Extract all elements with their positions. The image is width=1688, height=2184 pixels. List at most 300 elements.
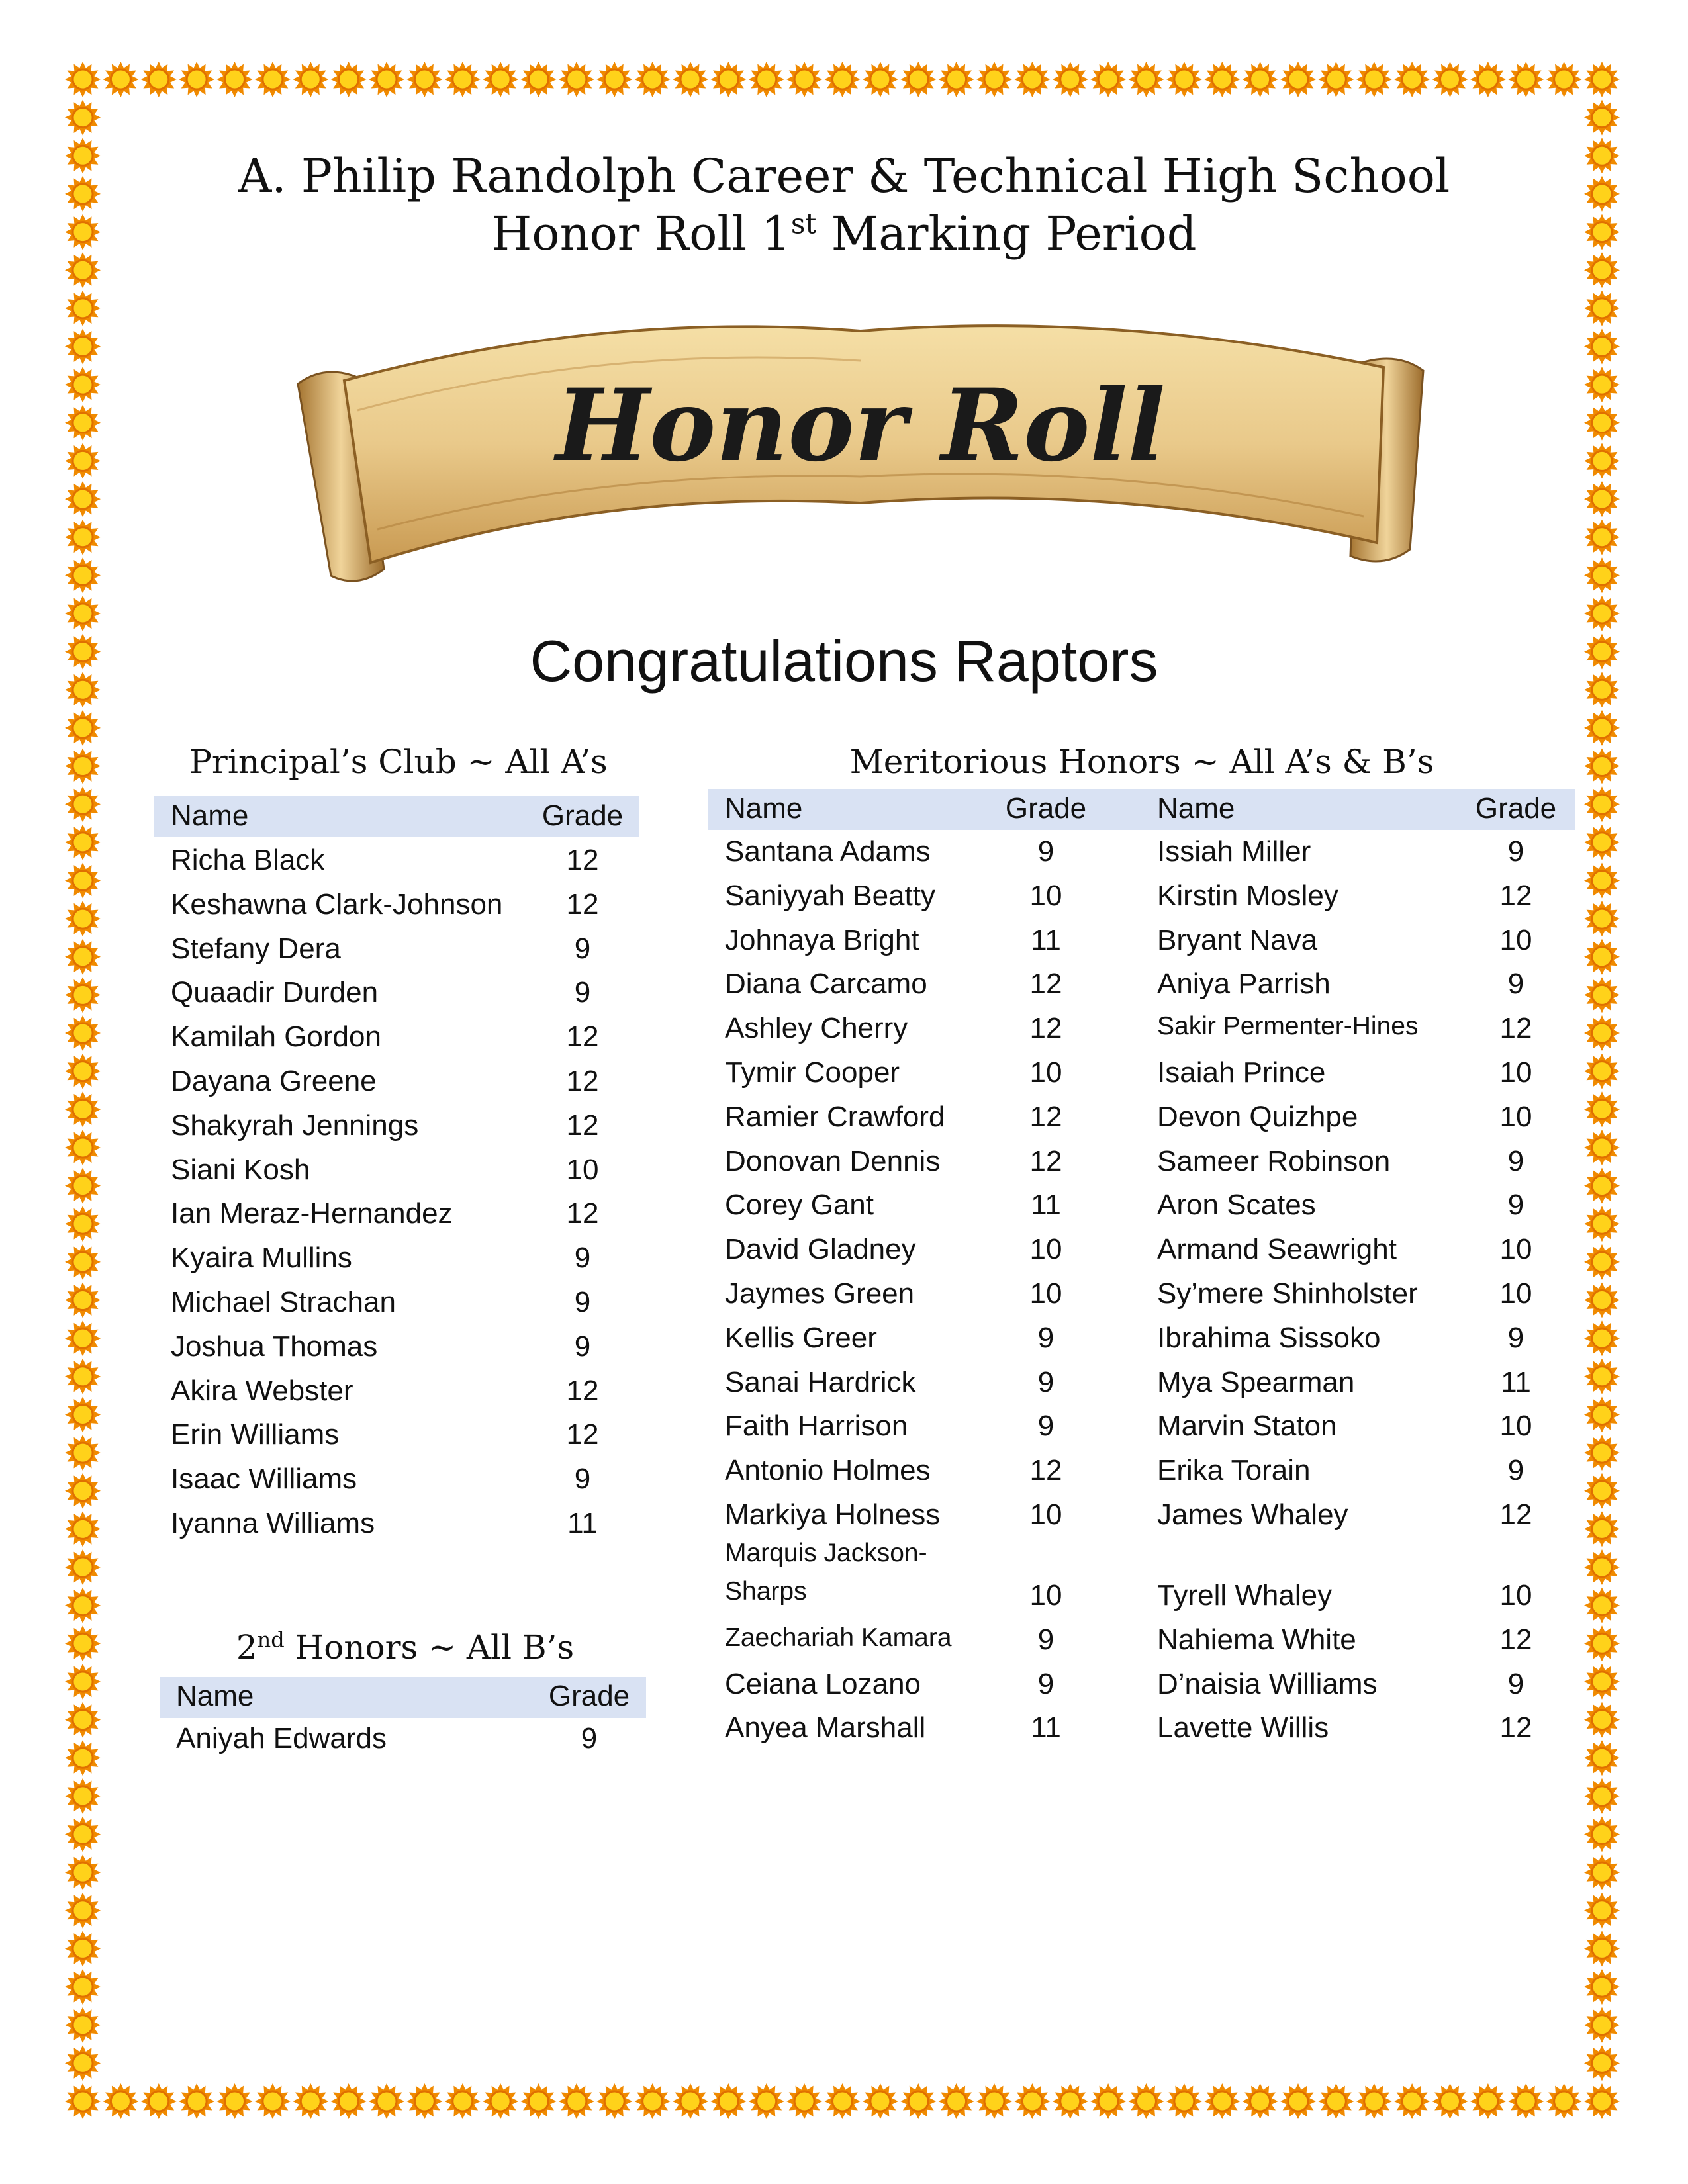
sun-icon xyxy=(65,1549,101,1585)
honor-roll-banner xyxy=(285,304,1443,622)
sun-icon xyxy=(1243,62,1278,97)
sun-icon xyxy=(1508,2083,1544,2119)
sun-icon xyxy=(217,62,253,97)
student-grade: 12 xyxy=(566,844,599,876)
sun-icon xyxy=(1204,62,1240,97)
student-name: Shakyrah Jennings xyxy=(171,1109,419,1142)
sun-icon xyxy=(1584,1091,1620,1127)
student-grade: 12 xyxy=(566,1374,599,1407)
school-title: A. Philip Randolph Career & Technical High School xyxy=(238,149,1450,203)
sun-icon xyxy=(65,1588,101,1623)
sun-icon xyxy=(939,2083,974,2119)
sun-icon xyxy=(1014,62,1050,97)
sun-icon xyxy=(863,2083,898,2119)
student-name: Markiya Holness xyxy=(725,1498,941,1531)
sun-icon xyxy=(1584,1168,1620,1204)
principals-club-title: Principal’s Club ~ All A’s xyxy=(189,743,608,781)
sun-icon xyxy=(1243,2083,1278,2119)
sun-icon xyxy=(900,2083,936,2119)
banner-text: Honor Roll xyxy=(555,367,1166,484)
student-name: Akira Webster xyxy=(171,1374,353,1407)
sun-icon xyxy=(1584,520,1620,555)
sun-icon xyxy=(65,405,101,441)
student-grade: 12 xyxy=(1499,1012,1532,1045)
sun-icon xyxy=(331,62,367,97)
sun-icon xyxy=(1053,2083,1088,2119)
sun-icon xyxy=(65,710,101,746)
sun-icon xyxy=(65,1625,101,1661)
student-name: Anyea Marshall xyxy=(725,1711,926,1744)
sun-icon xyxy=(1356,62,1392,97)
sun-icon xyxy=(939,62,974,97)
sun-icon xyxy=(559,2083,594,2119)
student-grade: 12 xyxy=(1499,879,1532,912)
student-name: Ian Meraz-Hernandez xyxy=(171,1197,453,1230)
sun-icon xyxy=(559,62,594,97)
student-grade: 12 xyxy=(1499,1498,1532,1531)
student-name: Iyanna Williams xyxy=(171,1507,375,1539)
sun-icon xyxy=(65,481,101,517)
sun-icon xyxy=(1584,710,1620,746)
sun-icon xyxy=(1394,2083,1430,2119)
student-grade: 12 xyxy=(566,1197,599,1230)
student-grade: 10 xyxy=(1029,1233,1062,1266)
student-name: Sakir Permenter-Hines xyxy=(1157,1012,1419,1041)
sun-icon xyxy=(521,2083,557,2119)
student-grade: 12 xyxy=(1029,1100,1062,1133)
sun-icon xyxy=(217,2083,253,2119)
student-name: Ceiana Lozano xyxy=(725,1668,921,1700)
student-grade: 9 xyxy=(574,976,591,1009)
sun-icon xyxy=(825,62,861,97)
student-name: Kamilah Gordon xyxy=(171,1021,381,1054)
sun-icon xyxy=(976,62,1012,97)
sun-icon xyxy=(1584,1359,1620,1394)
student-grade: 11 xyxy=(1031,1711,1061,1744)
sun-icon xyxy=(1584,825,1620,860)
sun-icon xyxy=(293,62,328,97)
student-grade: 9 xyxy=(1037,1365,1055,1398)
sun-icon xyxy=(65,1473,101,1509)
sun-icon xyxy=(1584,557,1620,593)
sun-icon xyxy=(1166,2083,1202,2119)
student-grade: 11 xyxy=(1031,923,1061,956)
student-name: Erin Williams xyxy=(171,1418,340,1451)
student-grade: 10 xyxy=(1499,1277,1532,1310)
sun-icon xyxy=(179,2083,214,2119)
sun-icon xyxy=(1584,1015,1620,1051)
sun-icon xyxy=(1432,2083,1468,2119)
sun-icon xyxy=(65,1283,101,1318)
sun-icon xyxy=(673,62,708,97)
student-name: Armand Seawright xyxy=(1157,1233,1397,1266)
student-name: Kirstin Mosley xyxy=(1157,879,1338,912)
sun-icon xyxy=(1584,1931,1620,1966)
sun-icon xyxy=(1546,62,1582,97)
sun-icon xyxy=(1584,863,1620,899)
student-grade: 11 xyxy=(1031,1189,1061,1222)
second-honors-name: Aniyah Edwards xyxy=(176,1722,387,1754)
student-grade: 11 xyxy=(567,1507,598,1539)
sun-icon xyxy=(1584,100,1620,136)
second-honors-grade: 9 xyxy=(581,1722,598,1754)
sun-icon xyxy=(65,367,101,402)
sun-icon xyxy=(1090,2083,1126,2119)
sun-icon xyxy=(900,62,936,97)
student-name: Isaiah Prince xyxy=(1157,1056,1326,1089)
sun-icon xyxy=(65,901,101,936)
sun-icon xyxy=(1129,2083,1164,2119)
student-grade: 12 xyxy=(566,887,599,921)
sun-icon xyxy=(141,62,177,97)
column-header-grade: Grade xyxy=(548,1680,630,1712)
sun-icon xyxy=(1356,2083,1392,2119)
sun-icon xyxy=(65,520,101,555)
sun-icon xyxy=(673,2083,708,2119)
student-name: Nahiema White xyxy=(1157,1623,1356,1656)
sun-icon xyxy=(65,557,101,593)
sun-icon xyxy=(1470,2083,1506,2119)
sun-icon xyxy=(1584,1206,1620,1242)
sun-icon xyxy=(65,1778,101,1814)
student-name: Erika Torain xyxy=(1157,1454,1311,1487)
sun-icon xyxy=(65,2083,101,2119)
sun-icon xyxy=(1129,62,1164,97)
sun-icon xyxy=(1584,901,1620,936)
student-grade: 10 xyxy=(566,1153,599,1186)
student-grade: 10 xyxy=(1499,1579,1532,1612)
sun-icon xyxy=(1204,2083,1240,2119)
sun-icon xyxy=(65,329,101,365)
sun-icon xyxy=(65,443,101,478)
sun-icon xyxy=(65,1168,101,1204)
student-name: Stefany Dera xyxy=(171,932,341,965)
student-grade: 10 xyxy=(1029,1277,1062,1310)
sun-icon xyxy=(1584,1054,1620,1089)
sun-icon xyxy=(1584,367,1620,402)
student-name: Sy’mere Shinholster xyxy=(1157,1277,1418,1310)
sun-icon xyxy=(786,62,822,97)
student-grade: 9 xyxy=(1507,1668,1524,1700)
sun-icon xyxy=(103,62,138,97)
sun-icon xyxy=(65,1740,101,1776)
sun-icon xyxy=(1584,1854,1620,1890)
student-grade: 9 xyxy=(574,1463,591,1496)
sun-icon xyxy=(635,62,671,97)
student-name: Devon Quizhpe xyxy=(1157,1100,1358,1133)
sun-icon xyxy=(863,62,898,97)
sun-icon xyxy=(710,2083,746,2119)
sun-icon xyxy=(1508,62,1544,97)
student-grade: 9 xyxy=(1037,1668,1055,1700)
student-grade: 9 xyxy=(1037,1410,1055,1443)
sun-icon xyxy=(1584,939,1620,975)
student-grade: 9 xyxy=(1507,1189,1524,1222)
student-name: Tymir Cooper xyxy=(725,1056,900,1089)
sun-icon xyxy=(445,2083,481,2119)
sun-icon xyxy=(596,2083,632,2119)
sun-icon xyxy=(65,1664,101,1700)
column-header-name: Name xyxy=(725,792,803,825)
sun-icon xyxy=(1318,2083,1354,2119)
student-grade: 9 xyxy=(574,1242,591,1275)
sun-icon xyxy=(293,2083,328,2119)
sun-icon xyxy=(65,2007,101,2043)
student-grade: 12 xyxy=(1499,1711,1532,1744)
student-name: Aniya Parrish xyxy=(1157,968,1331,1001)
sun-icon xyxy=(255,2083,291,2119)
sun-icon xyxy=(1166,62,1202,97)
student-name: Siani Kosh xyxy=(171,1153,310,1186)
student-grade: 12 xyxy=(566,1065,599,1097)
student-grade: 9 xyxy=(1507,1144,1524,1177)
student-name: Faith Harrison xyxy=(725,1410,908,1443)
sun-icon xyxy=(1584,1893,1620,1929)
student-name: Isaac Williams xyxy=(171,1463,357,1496)
sun-icon xyxy=(65,1817,101,1852)
student-name: Jaymes Green xyxy=(725,1277,915,1310)
sun-icon xyxy=(483,2083,518,2119)
sun-icon xyxy=(65,863,101,899)
sun-icon xyxy=(1432,62,1468,97)
sun-icon xyxy=(65,1359,101,1394)
student-name: Kellis Greer xyxy=(725,1321,877,1354)
student-grade: 10 xyxy=(1499,1410,1532,1443)
sun-icon xyxy=(1584,1511,1620,1547)
sun-icon xyxy=(521,62,557,97)
student-name: Michael Strachan xyxy=(171,1286,396,1318)
sun-icon xyxy=(1584,1244,1620,1280)
student-name: Sameer Robinson xyxy=(1157,1144,1391,1177)
student-grade: 9 xyxy=(1037,1623,1055,1656)
meritorious-title: Meritorious Honors ~ All A’s & B’s xyxy=(849,743,1434,781)
student-name: D’naisia Williams xyxy=(1157,1668,1378,1700)
column-header-grade: Grade xyxy=(1475,792,1557,825)
sun-icon xyxy=(1584,481,1620,517)
student-grade: 9 xyxy=(1507,968,1524,1001)
student-grade: 12 xyxy=(566,1418,599,1451)
sun-icon xyxy=(65,1244,101,1280)
sun-icon xyxy=(65,1893,101,1929)
student-name: Santana Adams xyxy=(725,835,931,868)
student-name: Johnaya Bright xyxy=(725,923,919,956)
sun-icon xyxy=(1584,2045,1620,2081)
sun-icon xyxy=(1584,1778,1620,1814)
student-grade: 9 xyxy=(1507,835,1524,868)
sun-icon xyxy=(1584,1320,1620,1356)
student-name: Lavette Willis xyxy=(1157,1711,1329,1744)
student-name: Diana Carcamo xyxy=(725,968,927,1001)
sun-icon xyxy=(369,62,404,97)
marking-period-title: Honor Roll 1st Marking Period xyxy=(491,206,1197,261)
student-grade: 12 xyxy=(1029,1144,1062,1177)
student-grade: 11 xyxy=(1501,1365,1531,1398)
sun-icon xyxy=(65,1511,101,1547)
sun-icon xyxy=(1584,291,1620,326)
student-name: Bryant Nava xyxy=(1157,923,1318,956)
student-grade: 12 xyxy=(1029,1012,1062,1045)
student-grade: 12 xyxy=(1029,1454,1062,1487)
sun-icon xyxy=(65,749,101,784)
sun-icon xyxy=(1584,329,1620,365)
sun-icon xyxy=(65,1130,101,1165)
student-grade: 9 xyxy=(574,1286,591,1318)
sun-icon xyxy=(749,2083,784,2119)
sun-icon xyxy=(65,1435,101,1471)
student-name: James Whaley xyxy=(1157,1498,1348,1531)
sun-icon xyxy=(65,825,101,860)
second-honors-title: 2nd Honors ~ All B’s xyxy=(236,1627,575,1666)
student-name: Saniyyah Beatty xyxy=(725,879,935,912)
student-name: Joshua Thomas xyxy=(171,1330,378,1363)
sun-icon xyxy=(1014,2083,1050,2119)
sun-icon xyxy=(1584,1740,1620,1776)
student-name: Richa Black xyxy=(171,844,325,876)
student-name: Mya Spearman xyxy=(1157,1365,1355,1398)
sun-icon xyxy=(1280,62,1316,97)
sun-icon xyxy=(786,2083,822,2119)
student-name: Issiah Miller xyxy=(1157,835,1311,868)
sun-icon xyxy=(65,939,101,975)
student-name: Sanai Hardrick xyxy=(725,1365,916,1398)
sun-icon xyxy=(65,1054,101,1089)
sun-icon xyxy=(65,62,101,97)
student-name: Marquis Jackson-Sharps xyxy=(725,1539,927,1606)
sun-icon xyxy=(749,62,784,97)
student-name: Zaechariah Kamara xyxy=(725,1623,952,1652)
sun-icon xyxy=(65,1015,101,1051)
student-grade: 12 xyxy=(1499,1623,1532,1656)
sun-icon xyxy=(1584,1130,1620,1165)
sun-icon xyxy=(1584,596,1620,631)
column-header-grade: Grade xyxy=(541,799,624,832)
sun-icon xyxy=(65,1854,101,1890)
student-grade: 9 xyxy=(574,1330,591,1363)
sun-icon xyxy=(65,977,101,1013)
sun-icon xyxy=(445,62,481,97)
student-name: Antonio Holmes xyxy=(725,1454,931,1487)
sun-icon xyxy=(483,62,518,97)
student-name: Marvin Staton xyxy=(1157,1410,1337,1443)
sun-icon xyxy=(65,786,101,822)
column-header-name: Name xyxy=(1157,792,1235,825)
sun-icon xyxy=(65,1931,101,1966)
sun-icon xyxy=(1318,62,1354,97)
student-grade: 10 xyxy=(1499,1233,1532,1266)
sun-icon xyxy=(65,100,101,136)
student-grade: 12 xyxy=(1029,968,1062,1001)
sun-icon xyxy=(65,2045,101,2081)
sun-icon xyxy=(596,62,632,97)
student-name: Quaadir Durden xyxy=(171,976,379,1009)
sun-icon xyxy=(1280,2083,1316,2119)
student-grade: 9 xyxy=(1037,835,1055,868)
student-name: Tyrell Whaley xyxy=(1157,1579,1333,1612)
column-header-name: Name xyxy=(176,1680,254,1712)
student-name: Kyaira Mullins xyxy=(171,1242,352,1275)
sun-icon xyxy=(1584,405,1620,441)
column-header-name: Name xyxy=(171,799,249,832)
student-grade: 12 xyxy=(566,1109,599,1142)
sun-icon xyxy=(1053,62,1088,97)
sun-icon xyxy=(255,62,291,97)
sun-icon xyxy=(1584,1702,1620,1738)
sun-icon xyxy=(976,2083,1012,2119)
sun-icon xyxy=(406,2083,442,2119)
sun-icon xyxy=(1090,62,1126,97)
student-grade: 10 xyxy=(1029,1579,1062,1612)
student-name: Aron Scates xyxy=(1157,1189,1316,1222)
sun-icon xyxy=(65,1969,101,2005)
sun-icon xyxy=(1584,749,1620,784)
student-name: Ashley Cherry xyxy=(725,1012,908,1045)
student-grade: 10 xyxy=(1499,1100,1532,1133)
sun-icon xyxy=(1584,977,1620,1013)
student-name: Dayana Greene xyxy=(171,1065,377,1097)
sun-icon xyxy=(65,1320,101,1356)
sun-icon xyxy=(65,596,101,631)
sun-icon xyxy=(1584,1625,1620,1661)
sun-icon xyxy=(65,1702,101,1738)
sun-icon xyxy=(1584,786,1620,822)
student-grade: 10 xyxy=(1499,1056,1532,1089)
sun-icon xyxy=(406,62,442,97)
student-grade: 9 xyxy=(1037,1321,1055,1354)
sun-icon xyxy=(1584,1473,1620,1509)
sun-icon xyxy=(1584,1283,1620,1318)
student-name: David Gladney xyxy=(725,1233,916,1266)
sun-icon xyxy=(1584,1435,1620,1471)
column-header-grade: Grade xyxy=(1005,792,1087,825)
student-grade: 12 xyxy=(566,1021,599,1054)
sun-icon xyxy=(65,1091,101,1127)
sun-icon xyxy=(635,2083,671,2119)
sun-icon xyxy=(1584,1969,1620,2005)
student-name: Corey Gant xyxy=(725,1189,874,1222)
sun-icon xyxy=(1584,1817,1620,1852)
student-grade: 9 xyxy=(1507,1454,1524,1487)
sun-icon xyxy=(179,62,214,97)
sun-icon xyxy=(103,2083,138,2119)
sun-icon xyxy=(1546,2083,1582,2119)
sun-icon xyxy=(1584,1664,1620,1700)
meritorious-header xyxy=(708,789,1575,830)
congratulations-heading: Congratulations Raptors xyxy=(530,628,1158,694)
student-name: Ramier Crawford xyxy=(725,1100,945,1133)
sun-icon xyxy=(65,1397,101,1433)
student-grade: 9 xyxy=(1507,1321,1524,1354)
student-name: Donovan Dennis xyxy=(725,1144,941,1177)
sun-icon xyxy=(1584,2007,1620,2043)
sun-icon xyxy=(1584,1397,1620,1433)
sun-icon xyxy=(1584,62,1620,97)
sun-icon xyxy=(369,2083,404,2119)
sun-icon xyxy=(1584,1549,1620,1585)
sun-icon xyxy=(710,62,746,97)
sun-icon xyxy=(65,291,101,326)
student-grade: 10 xyxy=(1029,879,1062,912)
student-grade: 10 xyxy=(1499,923,1532,956)
sun-icon xyxy=(331,2083,367,2119)
sun-icon xyxy=(1584,1588,1620,1623)
student-grade: 9 xyxy=(574,932,591,965)
sun-icon xyxy=(1584,2083,1620,2119)
sun-icon xyxy=(65,1206,101,1242)
sun-icon xyxy=(141,2083,177,2119)
sun-icon xyxy=(1470,62,1506,97)
sun-icon xyxy=(825,2083,861,2119)
student-name: Ibrahima Sissoko xyxy=(1157,1321,1381,1354)
